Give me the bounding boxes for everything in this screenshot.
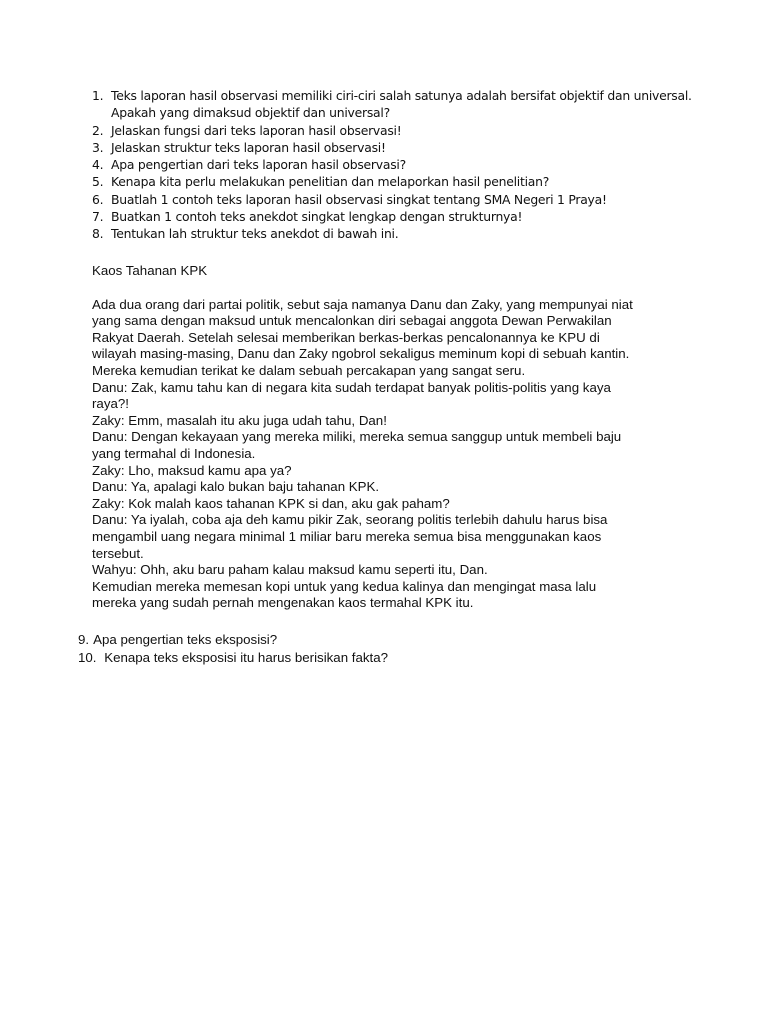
- anecdote-line: Kemudian mereka memesan kopi untuk yang kedua kalinya dan mengingat masa lalu: [92, 578, 597, 594]
- anecdote-line: Rakyat Daerah. Setelah selesai memberikan berkas-berkas pencalonannya ke KPU di: [92, 329, 600, 345]
- question-text: Jelaskan fungsi dari teks laporan hasil observasi!: [111, 122, 402, 138]
- anecdote-line: tersebut.: [92, 545, 144, 561]
- anecdote-line: mereka yang sudah pernah mengenakan kaos termahal KPK itu.: [92, 595, 474, 611]
- anecdote-line: Zaky: Emm, masalah itu aku juga udah tahu, Dan!: [92, 412, 387, 428]
- anecdote-line: raya?!: [92, 396, 129, 412]
- question-number: 7.: [92, 209, 104, 225]
- question-text: Apa pengertian dari teks laporan hasil observasi?: [111, 157, 406, 173]
- anecdote-line: Danu: Ya iyalah, coba aja deh kamu pikir Zak, seorang politis terlebih dahulu harus bisa: [92, 512, 608, 528]
- question-text: Kenapa kita perlu melakukan penelitian dan melaporkan hasil penelitian?: [111, 174, 550, 190]
- question-item: [78, 631, 698, 649]
- question-list: [92, 87, 692, 243]
- anecdote-line: mengambil uang negara minimal 1 miliar baru mereka semua bisa menggunakan kaos: [92, 528, 602, 544]
- anecdote-text: [92, 263, 692, 612]
- final-question-list: [78, 631, 698, 666]
- anecdote-line: Danu: Dengan kekayaan yang mereka miliki, mereka semua sanggup untuk membeli baju: [92, 429, 622, 445]
- question-item: [92, 139, 692, 156]
- anecdote-line: yang termahal di Indonesia.: [92, 445, 256, 461]
- question-number: 9.: [78, 632, 90, 647]
- question-number: 10.: [78, 649, 97, 665]
- question-item: [92, 208, 692, 225]
- question-item: [92, 156, 692, 173]
- question-text: Teks laporan hasil observasi memiliki ciri-ciri salah satunya adalah bersifat objektif dan universal. Apakah yang dimaksud objektif dan universal?: [111, 88, 692, 121]
- anecdote-line: Zaky: Lho, maksud kamu apa ya?: [92, 462, 292, 478]
- question-item: [92, 173, 692, 190]
- anecdote-line: Danu: Zak, kamu tahu kan di negara kita sudah terdapat banyak politis-politis yang kaya: [92, 379, 611, 395]
- anecdote-line: Zaky: Kok malah kaos tahanan KPK si dan, aku gak paham?: [92, 495, 450, 511]
- anecdote-title: Kaos Tahanan KPK: [92, 263, 208, 278]
- question-number: 6.: [92, 191, 104, 207]
- question-number: 8.: [92, 226, 104, 242]
- question-number: 2.: [92, 122, 104, 138]
- question-text: Tentukan lah struktur teks anekdot di bawah ini.: [111, 226, 399, 242]
- question-number: 1.: [92, 88, 104, 103]
- question-item: [92, 122, 692, 139]
- question-number: 5.: [92, 174, 104, 190]
- question-item: [92, 191, 692, 208]
- anecdote-line: yang sama dengan maksud untuk mencalonkan diri sebagai anggota Dewan Perwakilan: [92, 313, 612, 329]
- anecdote-line: Wahyu: Ohh, aku baru paham kalau maksud kamu seperti itu, Dan.: [92, 562, 488, 578]
- anecdote-line: Mereka kemudian terikat ke dalam sebuah percakapan yang sangat seru.: [92, 362, 526, 378]
- anecdote-line: Ada dua orang dari partai politik, sebut saja namanya Danu dan Zaky, yang mempunyai niat: [92, 296, 633, 312]
- question-item: [92, 225, 692, 242]
- anecdote-line: wilayah masing-masing, Danu dan Zaky ngobrol sekaligus meminum kopi di sebuah kantin.: [92, 346, 630, 362]
- anecdote-line: Danu: Ya, apalagi kalo bukan baju tahanan KPK.: [92, 479, 380, 495]
- question-number: 3.: [92, 139, 104, 155]
- question-text: Buatlah 1 contoh teks laporan hasil observasi singkat tentang SMA Negeri 1 Praya!: [111, 191, 607, 207]
- question-text: Jelaskan struktur teks laporan hasil observasi!: [111, 139, 386, 155]
- question-text: Buatkan 1 contoh teks anekdot singkat lengkap dengan strukturnya!: [111, 209, 523, 225]
- question-item: [92, 87, 692, 122]
- question-item: [78, 649, 698, 667]
- question-number: 4.: [92, 157, 104, 173]
- question-text: Kenapa teks eksposisi itu harus berisikan fakta?: [100, 649, 389, 665]
- question-text: Apa pengertian teks eksposisi?: [93, 632, 278, 647]
